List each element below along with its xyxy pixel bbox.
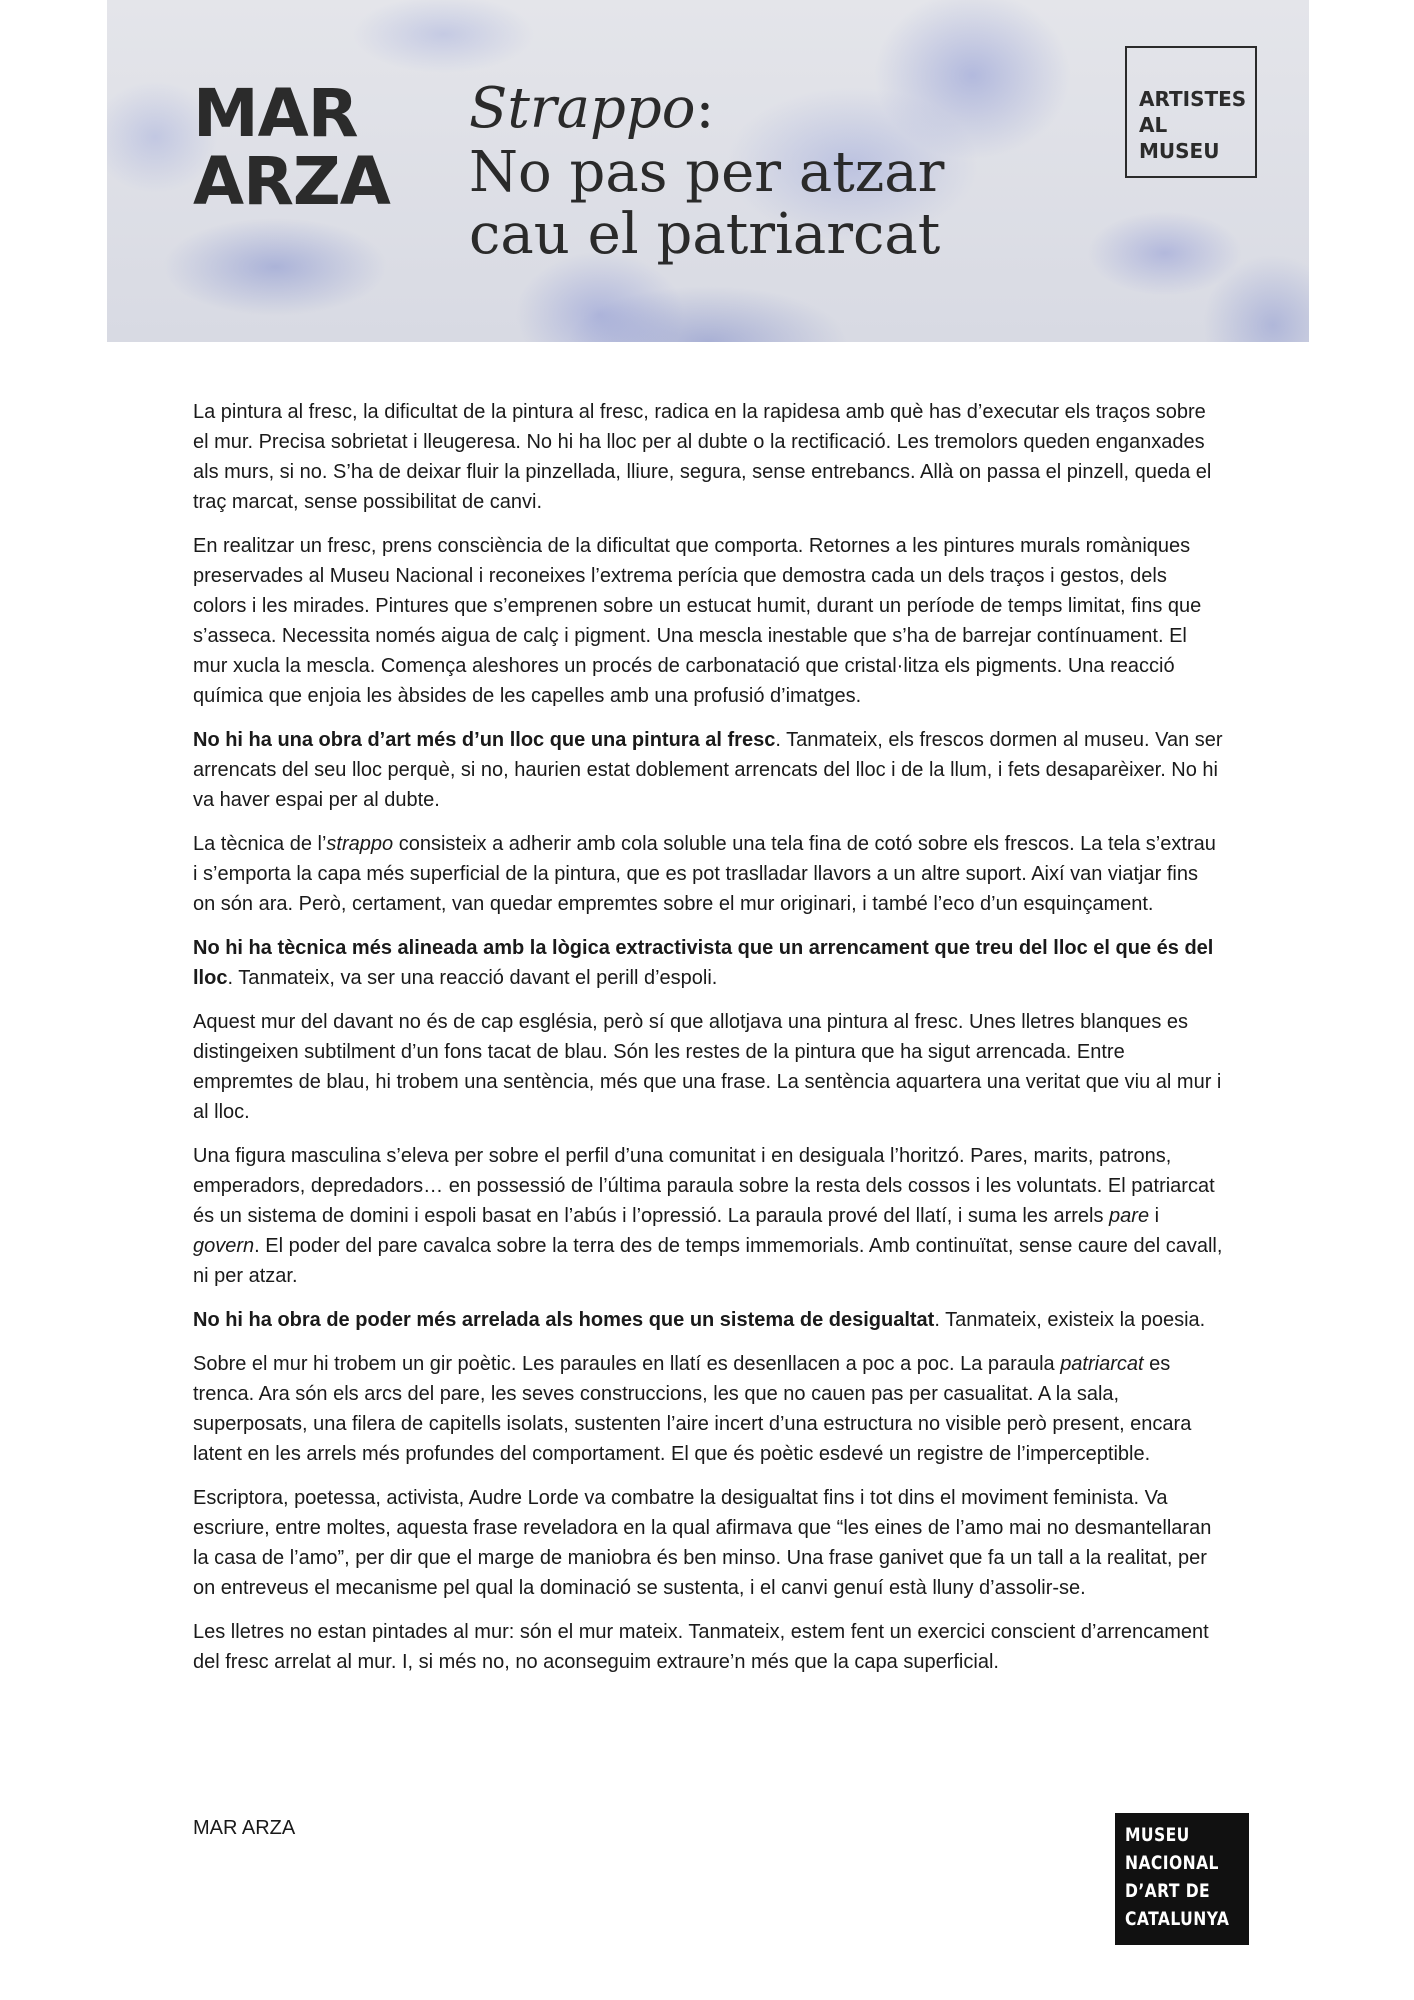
text-run: Una figura masculina s’eleva per sobre el perfil d’una comunitat i en desiguala l’horitzó. Pares, marits, patrons, emperadors, depredadors… en possessió de l’última paraula sobre la resta dels cossos i les voluntats. El patriarcat és un sistema de domini i espoli basat en l’abús i l’opressió. La paraula prové del llatí, i suma les arrels — [193, 1145, 1215, 1227]
article-paragraph — [193, 1305, 1223, 1335]
article-paragraph — [193, 1349, 1223, 1469]
article-paragraph — [193, 1483, 1223, 1603]
article-paragraph — [193, 397, 1223, 517]
text-run: Sobre el mur hi trobem un gir poètic. Les paraules en llatí es desenllacen a poc a poc. La paraula — [193, 1353, 1061, 1375]
title-line-2: No pas per atzar — [469, 140, 945, 205]
article-paragraph — [193, 829, 1223, 919]
article-paragraph — [193, 1141, 1223, 1291]
italic-text: pare — [1109, 1205, 1150, 1227]
text-run: . Tanmateix, existeix la poesia. — [934, 1309, 1206, 1331]
artistes-al-museu-badge — [1125, 46, 1257, 178]
bold-text: No hi ha tècnica més alineada amb la lògica extractivista que un arrencament que treu del lloc el que és del lloc — [193, 937, 1214, 989]
badge-line: AL — [1139, 113, 1168, 137]
italic-text: strappo — [326, 833, 394, 855]
article-paragraph — [193, 1007, 1223, 1127]
article-paragraph — [193, 933, 1223, 993]
article-paragraph — [193, 531, 1223, 711]
text-run: i — [1149, 1205, 1160, 1227]
article-paragraph — [193, 1617, 1223, 1677]
italic-text: patriarcat — [1060, 1353, 1144, 1375]
bold-text: No hi ha obra de poder més arrelada als homes que un sistema de desigualtat — [193, 1309, 935, 1331]
artist-last-name: ARZA — [193, 143, 390, 220]
title-strappo: Strappo — [469, 76, 696, 141]
logo-line: D’ART DE — [1125, 1880, 1211, 1902]
artist-name — [193, 75, 390, 220]
museu-nacional-logo — [1115, 1813, 1249, 1945]
text-run: . Tanmateix, els frescos dormen al museu. Van ser arrencats del seu lloc perquè, si no, haurien estat doblement arrencats del lloc i de la llum, i fets desaparèixer. No hi va haver espai per al dubte. — [193, 729, 1223, 811]
exhibition-title — [469, 78, 944, 266]
italic-text: govern — [193, 1235, 255, 1257]
text-run: Escriptora, poetessa, activista, Audre Lorde va combatre la desigualtat fins i tot dins el moviment feminista. Va escriure, entre moltes, aquesta frase reveladora en la qual afirmava que “les eines de l’amo mai no desmantellaran la casa de l’amo”, per dir que el marge de maniobra és ben minso. Una frase ganivet que fa un tall a la realitat, per on entreveus el mecanisme pel qual la dominació se sustenta, i el canvi genuí està lluny d’assolir-se. — [193, 1487, 1212, 1599]
text-run: En realitzar un fresc, prens consciència de la dificultat que comporta. Retornes a les pintures murals romàniques preservades al Museu Nacional i reconeixes l’extrema perícia que demostra cada un dels traços i gestos, dels colors i les mirades. Pintures que s’emprenen sobre un estucat humit, durant un període de temps limitat, fins que s’asseca. Necessita només aigua de calç i pigment. Una mescla inestable que s’ha de barrejar contínuament. El mur xucla la mescla. Comença aleshores un procés de carbonatació que cristal·litza els pigments. Una reacció química que enjoia les àbsides de les capelles amb una profusió d’imatges. — [193, 535, 1202, 707]
badge-line: MUSEU — [1139, 139, 1220, 163]
text-run: Les lletres no estan pintades al mur: són el mur mateix. Tanmateix, estem fent un exercici conscient d’arrencament del fresc arrelat al mur. I, si més no, no aconseguim extraure’n més que la capa superficial. — [193, 1621, 1209, 1673]
text-run: . El poder del pare cavalca sobre la terra des de temps immemorials. Amb continuïtat, sense caure del cavall, ni per atzar. — [193, 1235, 1223, 1287]
logo-line: NACIONAL — [1125, 1852, 1219, 1874]
title-line-1 — [469, 78, 944, 140]
text-run: consisteix a adherir amb cola soluble una tela fina de cotó sobre els frescos. La tela s’extrau i s’emporta la capa més superficial de la pintura, que es pot traslladar llavors a un altre suport. Així van viatjar fins on són ara. Però, certament, van quedar empremtes sobre el mur originari, i també l’eco d’un esquinçament. — [193, 833, 1216, 915]
logo-line: CATALUNYA — [1125, 1908, 1230, 1930]
title-line-3: cau el patriarcat — [469, 202, 941, 267]
article-paragraph — [193, 725, 1223, 815]
text-run: La pintura al fresc, la dificultat de la pintura al fresc, radica en la rapidesa amb què has d’executar els traços sobre el mur. Precisa sobrietat i lleugeresa. No hi ha lloc per al dubte o la rectificació. Les tremolors queden enganxades als murs, si no. S’ha de deixar fluir la pinzellada, lliure, segura, sense entrebancs. Allà on passa el pinzell, queda el traç marcat, sense possibilitat de canvi. — [193, 401, 1212, 513]
badge-text — [1139, 86, 1246, 164]
logo-line: MUSEU — [1125, 1824, 1190, 1846]
author-signature: MAR ARZA — [193, 1817, 296, 1839]
text-run: . Tanmateix, va ser una reacció davant el perill d’espoli. — [227, 967, 718, 989]
text-run: Aquest mur del davant no és de cap església, però sí que allotjava una pintura al fresc. Unes lletres blanques es distingeixen subtilment d’un fons tacat de blau. Són les restes de la pintura que ha sigut arrencada. Entre empremtes de blau, hi trobem una sentència, més que una frase. La sentència aquartera una veritat que viu al mur i al lloc. — [193, 1011, 1222, 1123]
artist-first-name: MAR — [193, 75, 358, 152]
article-body — [193, 397, 1223, 1691]
text-run: La tècnica de l’ — [193, 833, 327, 855]
badge-line: ARTISTES — [1139, 87, 1247, 111]
bold-text: No hi ha una obra d’art més d’un lloc que una pintura al fresc — [193, 729, 776, 751]
title-colon: : — [695, 76, 715, 141]
text-run: es trenca. Ara són els arcs del pare, les seves construccions, les que no cauen pas per casualitat. A la sala, superposats, una filera de capitells isolats, sustenten l’aire incert d’una estructura no visible però present, encara latent en les arrels més profundes del comportament. El que és poètic esdevé un registre de l’imperceptible. — [193, 1353, 1192, 1465]
header-banner — [107, 0, 1309, 342]
